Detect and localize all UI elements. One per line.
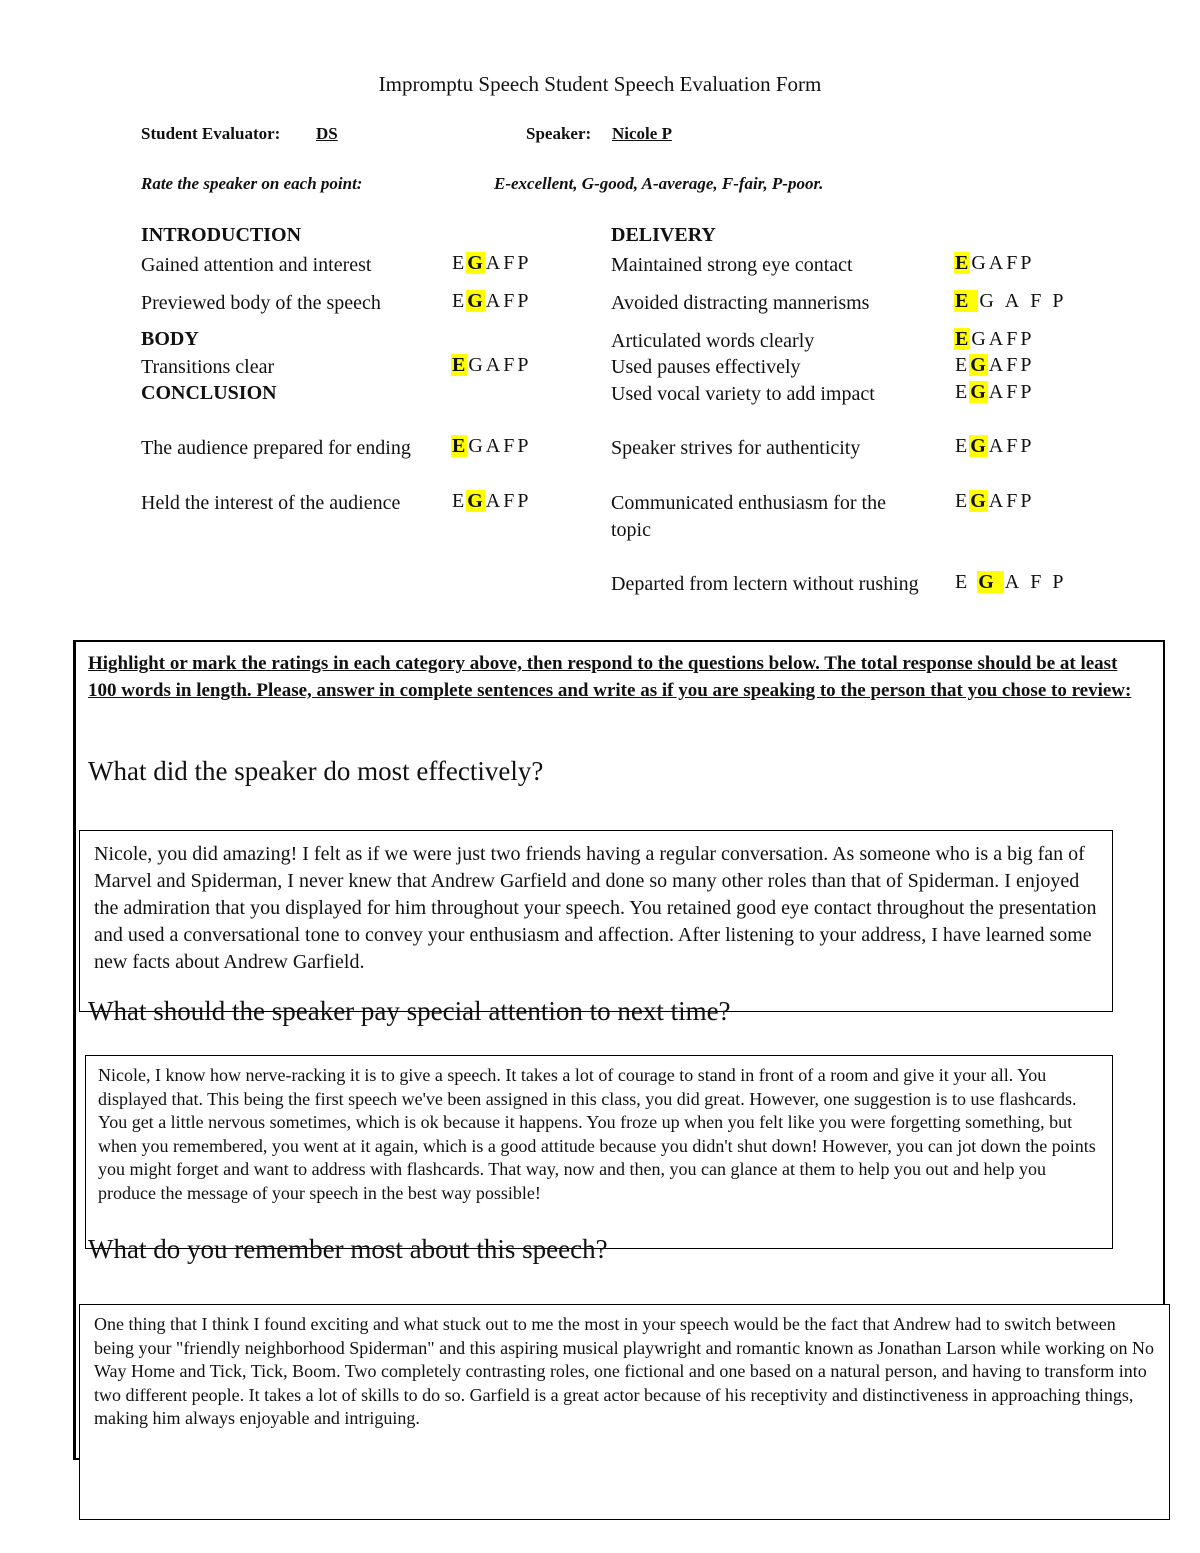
rating-option-g[interactable]: G <box>979 290 1003 312</box>
section-delivery: DELIVERY <box>611 224 716 246</box>
rating-option-p[interactable]: P <box>517 435 530 457</box>
item-label: Maintained strong eye contact <box>611 254 853 276</box>
item-label: Communicated enthusiasm for the topic <box>611 492 886 541</box>
answer-3-box[interactable] <box>79 1304 1170 1520</box>
rating-option-e[interactable]: E <box>955 354 969 376</box>
rating-option-f[interactable]: F <box>503 490 516 512</box>
section-body: BODY <box>141 328 199 350</box>
rating-group[interactable] <box>954 490 1033 513</box>
rating-option-e[interactable]: E <box>955 490 969 512</box>
response-instructions: Highlight or mark the ratings in each category above, then respond to the questions below. The total response should be at least 100 words in length. Please, answer in complete sentences and write as if you are speaking to the person that you chose to review: <box>88 653 1132 701</box>
rating-option-a[interactable]: A <box>485 435 502 457</box>
speaker-label: Speaker: <box>526 124 592 143</box>
rating-option-p[interactable]: P <box>517 490 530 512</box>
rating-group[interactable] <box>954 381 1033 404</box>
rating-option-e[interactable]: E <box>955 290 978 312</box>
rating-option-g[interactable]: G <box>971 252 987 274</box>
rating-option-a[interactable]: A <box>485 290 502 312</box>
rating-option-e[interactable]: E <box>452 290 466 312</box>
rating-option-e[interactable]: E <box>452 435 467 457</box>
rating-option-e[interactable]: E <box>955 571 977 593</box>
rating-option-f[interactable]: F <box>503 290 516 312</box>
rating-option-a[interactable]: A <box>988 252 1005 274</box>
rating-option-f[interactable]: F <box>503 354 516 376</box>
rating-option-e[interactable]: E <box>452 252 466 274</box>
item-label: Avoided distracting mannerisms <box>611 292 870 314</box>
item-label: Gained attention and interest <box>141 254 372 276</box>
item-label: Articulated words clearly <box>611 330 815 352</box>
rating-option-p[interactable]: P <box>517 252 530 274</box>
rating-option-e[interactable]: E <box>452 354 467 376</box>
rating-option-g[interactable]: G <box>467 290 484 312</box>
rating-scale-legend: E-excellent, G-good, A-average, F-fair, P-poor. <box>494 174 824 193</box>
form-title: Impromptu Speech Student Speech Evaluation Form <box>378 72 822 96</box>
rating-option-g[interactable]: G <box>970 435 987 457</box>
rating-option-g[interactable]: G <box>978 571 1003 593</box>
section-introduction: INTRODUCTION <box>141 224 302 246</box>
answer-1-box[interactable] <box>79 830 1113 1012</box>
rating-option-e[interactable]: E <box>955 328 970 350</box>
speaker-value: Nicole P <box>612 124 672 143</box>
question-1: What did the speaker do most effectively? <box>88 756 544 786</box>
rating-option-f[interactable]: F <box>1006 435 1019 457</box>
rating-option-e[interactable]: E <box>955 435 969 457</box>
rating-option-a[interactable]: A <box>1004 290 1029 312</box>
rating-group[interactable] <box>954 354 1033 377</box>
answer-1-text: Nicole, you did amazing! I felt as if we were just two friends having a regular conversation. As someone who is a big fan of Marvel and Spiderman, I never knew that Andrew Garfield and done so many other roles than that of Spiderman. I enjoyed the admiration that you displayed for him throughout your speech. You retained good eye contact throughout the presentation and used a conversational tone to convey your enthusiasm and affection. After listening to your address, I have learned some new facts about Andrew Garfield. <box>94 843 1097 973</box>
answer-2-box[interactable] <box>85 1055 1113 1249</box>
rating-option-f[interactable]: F <box>1006 354 1019 376</box>
rating-option-a[interactable]: A <box>485 490 502 512</box>
rating-option-f[interactable]: F <box>1006 490 1019 512</box>
question-3: What do you remember most about this speech? <box>88 1234 608 1264</box>
rating-option-e[interactable]: E <box>452 490 466 512</box>
item-label: Held the interest of the audience <box>141 492 401 514</box>
answer-3-text: One thing that I think I found exciting and what stuck out to me the most in your speech would be the fact that Andrew had to switch between being your "friendly neighborhood Spiderman" and this aspiring musical playwright and romantic known as Jonathan Larson while working on No Way Home and Tick, Tick, Boom. Two completely contrasting roles, one fictional and one based on a natural person, and having to transform into two different people. It takes a lot of skills to do so. Garfield is a great actor because of his receptivity and distinctiveness in approaching things, making him always enjoyable and intriguing. <box>94 1314 1154 1428</box>
rating-option-g[interactable]: G <box>970 354 987 376</box>
rating-option-g[interactable]: G <box>970 381 987 403</box>
rating-option-f[interactable]: F <box>1030 290 1051 312</box>
rating-option-a[interactable]: A <box>485 354 502 376</box>
evaluator-value: DS <box>316 124 338 143</box>
rating-option-g[interactable]: G <box>467 252 484 274</box>
rating-option-a[interactable]: A <box>988 381 1005 403</box>
rating-option-p[interactable]: P <box>1052 290 1073 312</box>
answer-2-text: Nicole, I know how nerve-racking it is to give a speech. It takes a lot of courage to stand in front of a room and give it your all. You displayed that. This being the first speech we've been assigned in this class, you did great. However, one suggestion is to use flashcards. You get a little nervous sometimes, which is ok because it happens. You froze up when you felt like you were forgetting something, but when you remembered, you went at it again, which is a good attitude because you didn't shut down! However, you can jot down the points you might forget and want to address with flashcards. That way, now and then, you can glance at them to help you out and help you produce the message of your speech in the best way possible! <box>98 1065 1096 1203</box>
rating-option-p[interactable]: P <box>1020 328 1033 350</box>
rating-option-f[interactable]: F <box>1006 328 1019 350</box>
item-label: Used pauses effectively <box>611 356 801 378</box>
rating-option-a[interactable]: A <box>988 435 1005 457</box>
rating-option-p[interactable]: P <box>517 290 530 312</box>
rating-option-f[interactable]: F <box>503 435 516 457</box>
rating-option-e[interactable]: E <box>955 252 970 274</box>
rating-option-f[interactable]: F <box>1006 381 1019 403</box>
rating-option-g[interactable]: G <box>970 490 987 512</box>
rating-option-g[interactable]: G <box>468 435 484 457</box>
question-2: What should the speaker pay special attention to next time? <box>88 996 731 1026</box>
rating-option-f[interactable]: F <box>1006 252 1019 274</box>
rate-instruction: Rate the speaker on each point: <box>141 174 363 193</box>
item-label: Transitions clear <box>141 356 275 378</box>
rating-option-e[interactable]: E <box>955 381 969 403</box>
rating-option-a[interactable]: A <box>1004 571 1029 593</box>
rating-option-p[interactable]: P <box>1020 354 1033 376</box>
rating-option-a[interactable]: A <box>988 354 1005 376</box>
rating-option-p[interactable]: P <box>1020 490 1033 512</box>
rating-option-p[interactable]: P <box>1052 571 1073 593</box>
rating-option-p[interactable]: P <box>517 354 530 376</box>
rating-option-p[interactable]: P <box>1020 435 1033 457</box>
rating-option-g[interactable]: G <box>971 328 987 350</box>
rating-group[interactable] <box>954 435 1033 458</box>
rating-group[interactable] <box>954 290 1074 313</box>
item-label: The audience prepared for ending <box>141 437 411 459</box>
item-label: Departed from lectern without rushing <box>611 573 919 595</box>
rating-option-a[interactable]: A <box>485 252 502 274</box>
item-label: Used vocal variety to add impact <box>611 383 875 405</box>
rating-option-p[interactable]: P <box>1020 381 1033 403</box>
rating-group[interactable] <box>451 290 530 313</box>
rating-option-p[interactable]: P <box>1020 252 1033 274</box>
rating-option-g[interactable]: G <box>467 490 484 512</box>
rating-group[interactable] <box>451 435 531 458</box>
rating-option-f[interactable]: F <box>503 252 516 274</box>
section-conclusion: CONCLUSION <box>141 382 277 404</box>
rating-option-g[interactable]: G <box>468 354 484 376</box>
rating-group[interactable] <box>451 252 530 275</box>
item-label: Previewed body of the speech <box>141 292 381 314</box>
rating-group[interactable] <box>954 571 1073 594</box>
rating-option-a[interactable]: A <box>988 490 1005 512</box>
rating-group[interactable] <box>954 328 1034 351</box>
rating-group[interactable] <box>451 490 530 513</box>
rating-group[interactable] <box>954 252 1034 275</box>
item-label: Speaker strives for authenticity <box>611 437 861 459</box>
rating-group[interactable] <box>451 354 531 377</box>
rating-option-a[interactable]: A <box>988 328 1005 350</box>
evaluator-label: Student Evaluator: <box>141 124 281 143</box>
rating-option-f[interactable]: F <box>1030 571 1051 593</box>
